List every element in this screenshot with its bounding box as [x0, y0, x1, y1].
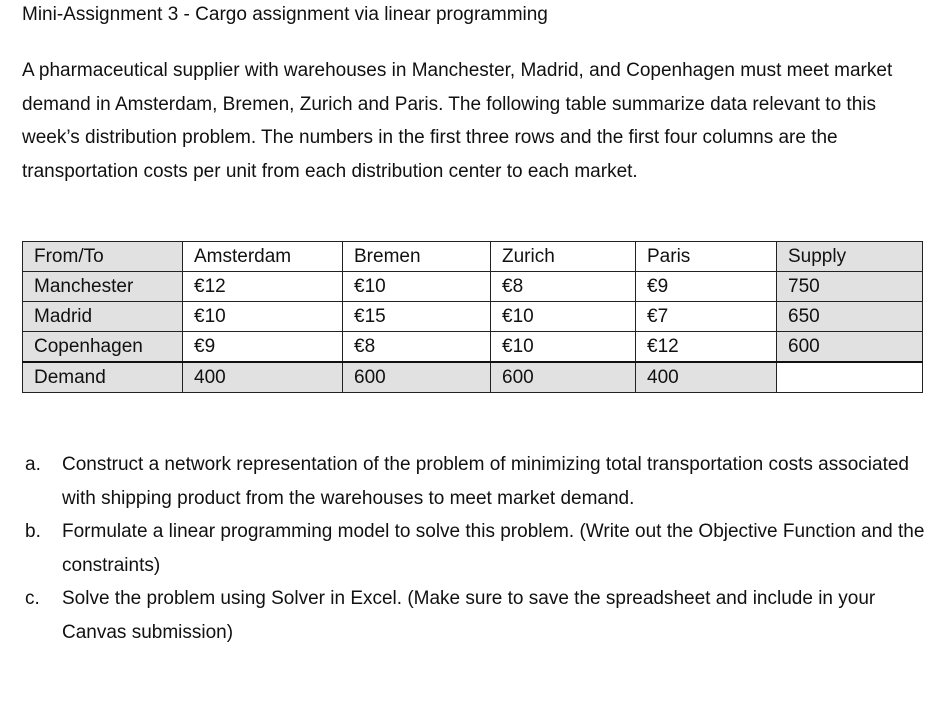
table-cell: 400 — [183, 362, 343, 393]
table-cell: €9 — [636, 272, 777, 302]
table-header-cell: Bremen — [343, 242, 491, 272]
table-row — [23, 332, 923, 363]
table-cell: Demand — [23, 362, 183, 393]
table-cell: €10 — [183, 302, 343, 332]
table-cell: Copenhagen — [23, 332, 183, 363]
transportation-cost-table — [22, 241, 923, 393]
table-cell: €15 — [343, 302, 491, 332]
question-list — [22, 448, 927, 650]
list-item — [22, 448, 927, 515]
table-cell: 600 — [777, 332, 923, 363]
list-item — [22, 582, 927, 649]
table-cell: €12 — [636, 332, 777, 363]
table-cell: €9 — [183, 332, 343, 363]
table-header-cell: Paris — [636, 242, 777, 272]
problem-description: A pharmaceutical supplier with warehouses in Manchester, Madrid, and Copenhagen must meet market demand in Amsterdam, Bremen, Zurich and Paris. The following table summarize data relevant to this week’s distribution problem. The numbers in the first three rows and the first four columns are the transportation costs per unit from each distribution center to each market. — [22, 60, 893, 182]
table-demand-row — [23, 362, 923, 393]
question-label: b. — [25, 521, 41, 543]
table-cell: Manchester — [23, 272, 183, 302]
table-cell: €10 — [343, 272, 491, 302]
table-cell: 600 — [343, 362, 491, 393]
table-cell: €10 — [491, 302, 636, 332]
table-header-cell: Zurich — [491, 242, 636, 272]
question-label: a. — [25, 454, 41, 475]
question-text: Solve the problem using Solver in Excel. (Make sure to save the spreadsheet and include in your Canvas submission) — [62, 588, 876, 643]
table-cell: 600 — [491, 362, 636, 393]
table-cell: €7 — [636, 302, 777, 332]
table-cell: 750 — [777, 272, 923, 302]
table-cell: €8 — [343, 332, 491, 363]
table-cell: Madrid — [23, 302, 183, 332]
question-label: c. — [25, 588, 40, 610]
question-text: Formulate a linear programming model to solve this problem. (Write out the Objective Function and the constraints) — [62, 521, 925, 576]
page-title: Mini-Assignment 3 - Cargo assignment via linear programming — [22, 4, 548, 25]
table-cell: €12 — [183, 272, 343, 302]
table-cell — [777, 362, 923, 393]
table-cell: 400 — [636, 362, 777, 393]
table-header-row — [23, 242, 923, 272]
table-cell: €8 — [491, 272, 636, 302]
table-cell: 650 — [777, 302, 923, 332]
table-header-cell: Supply — [777, 242, 923, 272]
table-header-cell: From/To — [23, 242, 183, 272]
question-text: Construct a network representation of the problem of minimizing total transportation costs associated with shipping product from the warehouses to meet market demand. — [62, 454, 909, 509]
table-cell: €10 — [491, 332, 636, 363]
table-header-cell: Amsterdam — [183, 242, 343, 272]
table-row — [23, 272, 923, 302]
list-item — [22, 515, 927, 582]
table-row — [23, 302, 923, 332]
